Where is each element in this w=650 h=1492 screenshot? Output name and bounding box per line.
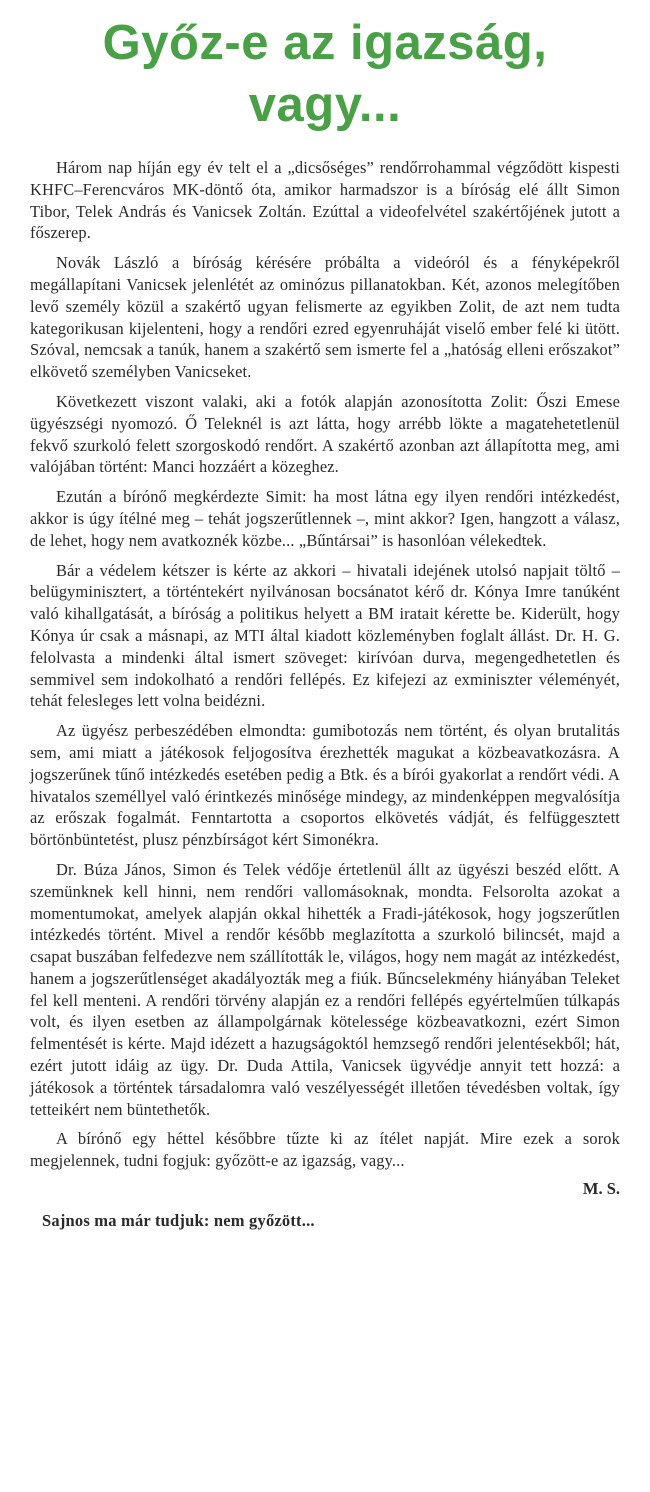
article-paragraph-1: Három nap híján egy év telt el a „dicsőséges” rendőrrohammal végződött kispesti KHFC–Ferencváros MK-döntő óta, amikor harmadszor is a bíróság elé állt Simon Tibor, Telek András és Vanicsek Zoltán. Ezúttal a videofelvétel szakértőjének jutott a főszerep. [30,158,620,243]
article-body [30,157,620,1172]
article-paragraph-6: Az ügyész perbeszédében elmondta: gumibotozás nem történt, és olyan brutalitás sem, ami miatt a játékosok feljogosítva érezhették magukat a közbeavatkozásra. A jogszerűnek tűnő intézkedés esetében pedig a Btk. és a bírói gyakorlat a rendőrt védi. A hivatalos személlyel való érintkezés minősége mindegy, az mindenképpen megvalósítja az erőszak fogalmát. Fenntartotta a csoportos elkövetés vádját, és felfüggesztett börtönbüntetést, plusz pénzbírságot kért Simonékra. [30,721,620,850]
article-paragraph-8: A bírónő egy héttel későbbre tűzte ki az ítélet napját. Mire ezek a sorok megjelennek, tudni fogjuk: győzött-e az igazság, vagy... [30,1129,620,1171]
article-title-line-1: Győz-e az igazság, [102,16,548,70]
article-paragraph-2: Novák László a bíróság kérésére próbálta a videóról és a fényképekről megállapítani Vanicsek jelenlétét az ominózus pillanatokban. Két, azonos melegítőben levő személy közül a szakértő ugyan felismerte az egyikben Zolit, de azt nem tudta kategorikusan kijelenteni, hogy a rendőri ezred egyenruháját viselő ember felé ki ütött. Szóval, nemcsak a tanúk, hanem a szakértő sem ismerte fel a „hatóság elleni erőszakot” elkövető személyben Vanicseket. [30,253,620,382]
article-paragraph-7: Dr. Búza János, Simon és Telek védője értetlenül állt az ügyészi beszéd előtt. A szemünknek kell hinni, nem rendőri vallomásoknak, mondta. Felsorolta azokat a momentumokat, amelyek alapján okkal hihették a Fradi-játékosok, hogy jogszerűtlen intézkedés történt. Mivel a rendőr később meglazította a szurkoló bilincsét, majd a csapat buszában felfedezve nem szállították le, világos, hogy nem magát az intézkedést, hanem a jogszerűtlenséget akadályozták meg a fiúk. Bűncselekmény hiányában Teleket fel kell menteni. A rendőri törvény alapján ez a rendőri fellépés egyértelműen túlkapás volt, és ilyen esetben az állampolgárnak kötelessége közbeavatkozni, ezért Simon felmentését is kérte. Majd idézett a hazugságoktól hemzsegő rendőri jelentésekből; hát, ezért jutott idáig az ügy. Dr. Duda Attila, Vanicsek ügyvédje annyit tett hozzá: a játékosok a történtek társadalomra való veszélyességét illetően tévedésben voltak, így tetteikért nem büntethetők. [30,859,620,1119]
closing-note: Sajnos ma már tudjuk: nem győzött... [42,1211,315,1231]
article-paragraph-5: Bár a védelem kétszer is kérte az akkori – hivatali idejének utolsó napjait töltő – belügyminisztert, a történtekért nyilvánosan bocsánatot kérő dr. Kónya Imre tanúként való kihallgatását, a bíróság a politikus helyett a BM iratait kérette be. Kiderült, hogy Kónya úr csak a másnapi, az MTI által kiadott közleményben foglalt állást. Dr. H. G. felolvasta a mindenki által ismert szöveget: kirívóan durva, megengedhetetlen és semmivel sem indokolható a rendőri fellépés. Ez kifejezi az exminiszter véleményét, tehát felesleges lett volna beidézni. [30,560,620,711]
article-paragraph-3: Következett viszont valaki, aki a fotók alapján azonosította Zolit: Őszi Emese ügyészségi nyomozó. Ő Teleknél is azt látta, hogy arrébb lökte a magatehetetlenül fekvő szurkoló felett szorgoskodó rendőrt. A szakértő azonban azt állapította meg, ami valójában történt: Manci hozzáért a közeghez. [30,391,620,477]
article-title-line-2: vagy... [248,78,402,132]
article-title [30,12,620,136]
author-signature: M. S. [582,1179,620,1199]
article-paragraph-4: Ezután a bírónő megkérdezte Simit: ha most látna egy ilyen rendőri intézkedést, akkor is úgy ítélné meg – tehát jogszerűtlennek –, mint akkor? Igen, hangzott a válasz, de lehet, hogy nem avatkoznék közbe... „Bűntársai” is hasonlóan vélekedtek. [30,487,620,550]
